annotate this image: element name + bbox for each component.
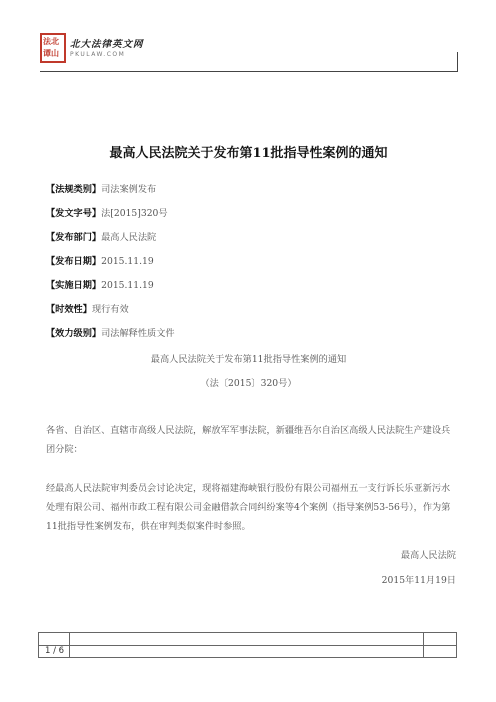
meta-value: 2015.11.19 [101, 256, 154, 267]
meta-key: 【发文字号】 [46, 208, 102, 219]
pkulaw-logo [40, 33, 160, 67]
signature-date: 2015年11月19日 [381, 575, 456, 586]
meta-issuer [46, 232, 156, 244]
meta-publish-date [46, 256, 154, 268]
meta-category [46, 184, 156, 196]
document-number: （法〔2015〕320号） [200, 378, 297, 389]
logo-name: 北大法律英文网 [70, 39, 144, 50]
meta-validity [46, 304, 129, 316]
body-paragraph: 经最高人民法院审判委员会讨论决定，现将福建海峡银行股份有限公司福州五一支行诉长乐亚新污水处理有限公司、福州市政工程有限公司金融借款合同纠纷案等4个案例（指导案例53-56号），作为第11批指导性案例发布，供在审判类似案件时参照。 [46, 483, 451, 532]
meta-key: 【效力级别】 [46, 328, 102, 339]
meta-key: 【发布部门】 [46, 232, 102, 243]
meta-doc-number [46, 208, 168, 220]
seal-text-bottom: 谭山 [43, 48, 59, 58]
meta-value: 最高人民法院 [101, 232, 157, 243]
seal-icon [40, 33, 66, 63]
addressee-paragraph: 各省、自治区、直辖市高级人民法院，解放军军事法院，新疆维吾尔自治区高级人民法院生产建设兵团分院： [46, 425, 451, 455]
meta-effective-date [46, 280, 154, 292]
seal-text-top: 法北 [43, 36, 59, 46]
page-title: 最高人民法院关于发布第11批指导性案例的通知 [109, 146, 388, 161]
signature-org: 最高人民法院 [400, 550, 456, 561]
meta-value: 司法解释性质文件 [101, 328, 175, 339]
logo-url: PKULAW.COM [70, 51, 126, 58]
meta-key: 【法规类别】 [46, 184, 102, 195]
meta-value: 2015.11.19 [101, 280, 154, 291]
meta-key: 【时效性】 [46, 304, 92, 315]
meta-key: 【发布日期】 [46, 256, 102, 267]
header-corner-mark [457, 52, 458, 72]
meta-level [46, 328, 175, 340]
footer-table [38, 632, 457, 658]
meta-key: 【实施日期】 [46, 280, 102, 291]
header-divider [40, 71, 457, 72]
meta-value: 司法案例发布 [101, 184, 157, 195]
meta-value: 法[2015]320号 [101, 208, 168, 219]
meta-value: 现行有效 [91, 304, 129, 315]
document-heading: 最高人民法院关于发布第11批指导性案例的通知 [150, 354, 347, 365]
page-number: 1 / 6 [45, 646, 65, 656]
